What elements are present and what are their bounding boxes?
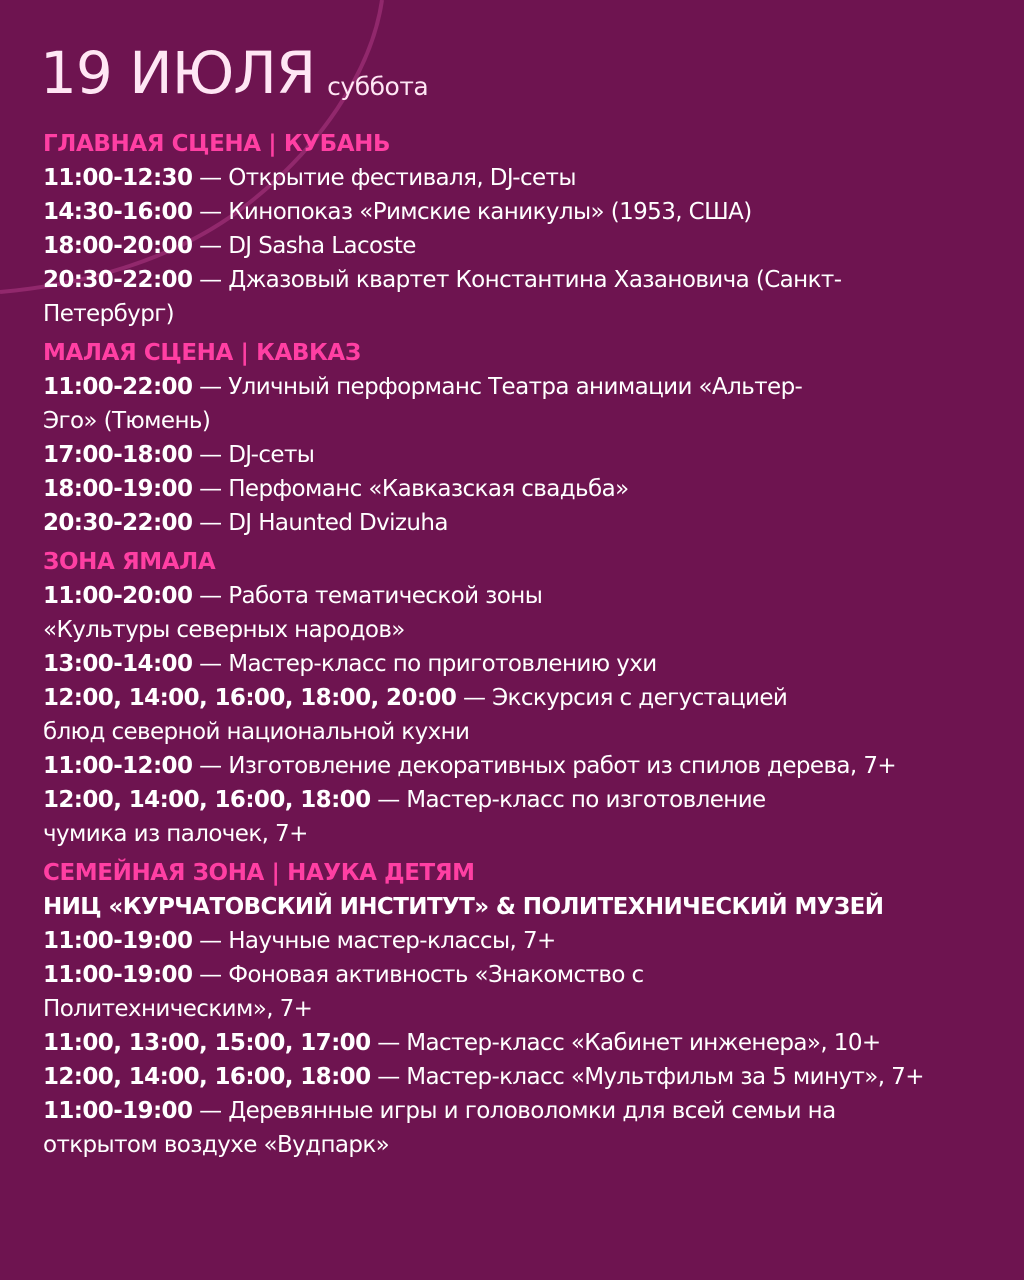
item-time: 18:00-19:00 (43, 476, 193, 502)
schedule-item (43, 579, 633, 647)
item-time: 17:00-18:00 (43, 442, 193, 468)
item-description: — DJ-сеты (192, 442, 315, 468)
section-yamal-zone (43, 546, 1003, 851)
item-time: 14:30-16:00 (43, 199, 193, 225)
weekday-label: суббота (327, 72, 429, 101)
item-description: — Мастер-класс «Кабинет инженера», 10+ (370, 1030, 881, 1056)
page-header (40, 40, 428, 106)
schedule-item (43, 195, 1003, 229)
schedule-item (43, 681, 843, 749)
item-time: 11:00, 13:00, 15:00, 17:00 (43, 1030, 371, 1056)
section-small-stage (43, 337, 1003, 540)
item-time: 12:00, 14:00, 16:00, 18:00, 20:00 (43, 685, 457, 711)
item-description: — DJ Haunted Dvizuha (192, 510, 448, 536)
section-title: СЕМЕЙНАЯ ЗОНА | НАУКА ДЕТЯМ (43, 860, 475, 886)
section-title: МАЛАЯ СЦЕНА | КАВКАЗ (43, 340, 361, 366)
item-description: — Перфоманс «Кавказская свадьба» (192, 476, 629, 502)
schedule-item (43, 1026, 1003, 1060)
schedule-item (43, 924, 1003, 958)
item-description: — Работа тематической зоны «Культуры северных народов» (43, 583, 543, 643)
schedule-item (43, 229, 1003, 263)
schedule-item (43, 1094, 913, 1162)
schedule-content (43, 128, 1003, 1162)
item-time: 11:00-20:00 (43, 583, 193, 609)
item-time: 12:00, 14:00, 16:00, 18:00 (43, 1064, 371, 1090)
item-description: — Изготовление декоративных работ из спилов дерева, 7+ (192, 753, 897, 779)
item-description: — Мастер-класс по изготовление чумика из палочек, 7+ (43, 787, 766, 847)
section-subtitle: НИЦ «КУРЧАТОВСКИЙ ИНСТИТУТ» & ПОЛИТЕХНИЧЕСКИЙ МУЗЕЙ (43, 894, 884, 920)
section-title: ГЛАВНАЯ СЦЕНА | КУБАНЬ (43, 131, 391, 157)
item-description: — Экскурсия с дегустацией блюд северной национальной кухни (43, 685, 788, 745)
schedule-item (43, 958, 763, 1026)
item-description: — Фоновая активность «Знакомство с Политехническим», 7+ (43, 962, 644, 1022)
item-description: — Уличный перформанс Театра анимации «Альтер-Эго» (Тюмень) (43, 374, 803, 434)
item-description: — Научные мастер-классы, 7+ (192, 928, 556, 954)
schedule-item (43, 161, 1003, 195)
schedule-item (43, 370, 813, 438)
item-description: — Мастер-класс «Мультфильм за 5 минут», 7+ (370, 1064, 924, 1090)
item-time: 20:30-22:00 (43, 267, 193, 293)
section-main-stage (43, 128, 1003, 331)
item-time: 11:00-19:00 (43, 928, 193, 954)
date-title: 19 ИЮЛЯ (40, 39, 316, 107)
item-time: 20:30-22:00 (43, 510, 193, 536)
item-description: — Деревянные игры и головоломки для всей семьи на открытом воздухе «Вудпарк» (43, 1098, 836, 1158)
item-time: 11:00-12:30 (43, 165, 193, 191)
item-description: — DJ Sasha Lacoste (192, 233, 416, 259)
schedule-item (43, 749, 1003, 783)
item-time: 12:00, 14:00, 16:00, 18:00 (43, 787, 371, 813)
schedule-item (43, 472, 1003, 506)
item-description: — Открытие фестиваля, DJ-сеты (192, 165, 576, 191)
schedule-item (43, 506, 1003, 540)
section-title: ЗОНА ЯМАЛА (43, 549, 216, 575)
item-time: 11:00-22:00 (43, 374, 193, 400)
schedule-item (43, 1060, 1003, 1094)
schedule-item (43, 263, 883, 331)
item-description: — Кинопоказ «Римские каникулы» (1953, США) (192, 199, 752, 225)
section-family-zone (43, 857, 1003, 1162)
schedule-item (43, 438, 1003, 472)
item-time: 11:00-12:00 (43, 753, 193, 779)
item-time: 13:00-14:00 (43, 651, 193, 677)
item-description: — Мастер-класс по приготовлению ухи (192, 651, 657, 677)
schedule-item (43, 647, 1003, 681)
item-time: 11:00-19:00 (43, 962, 193, 988)
schedule-item (43, 783, 843, 851)
item-time: 11:00-19:00 (43, 1098, 193, 1124)
item-description: — Джазовый квартет Константина Хазановича (Санкт-Петербург) (43, 267, 842, 327)
item-time: 18:00-20:00 (43, 233, 193, 259)
